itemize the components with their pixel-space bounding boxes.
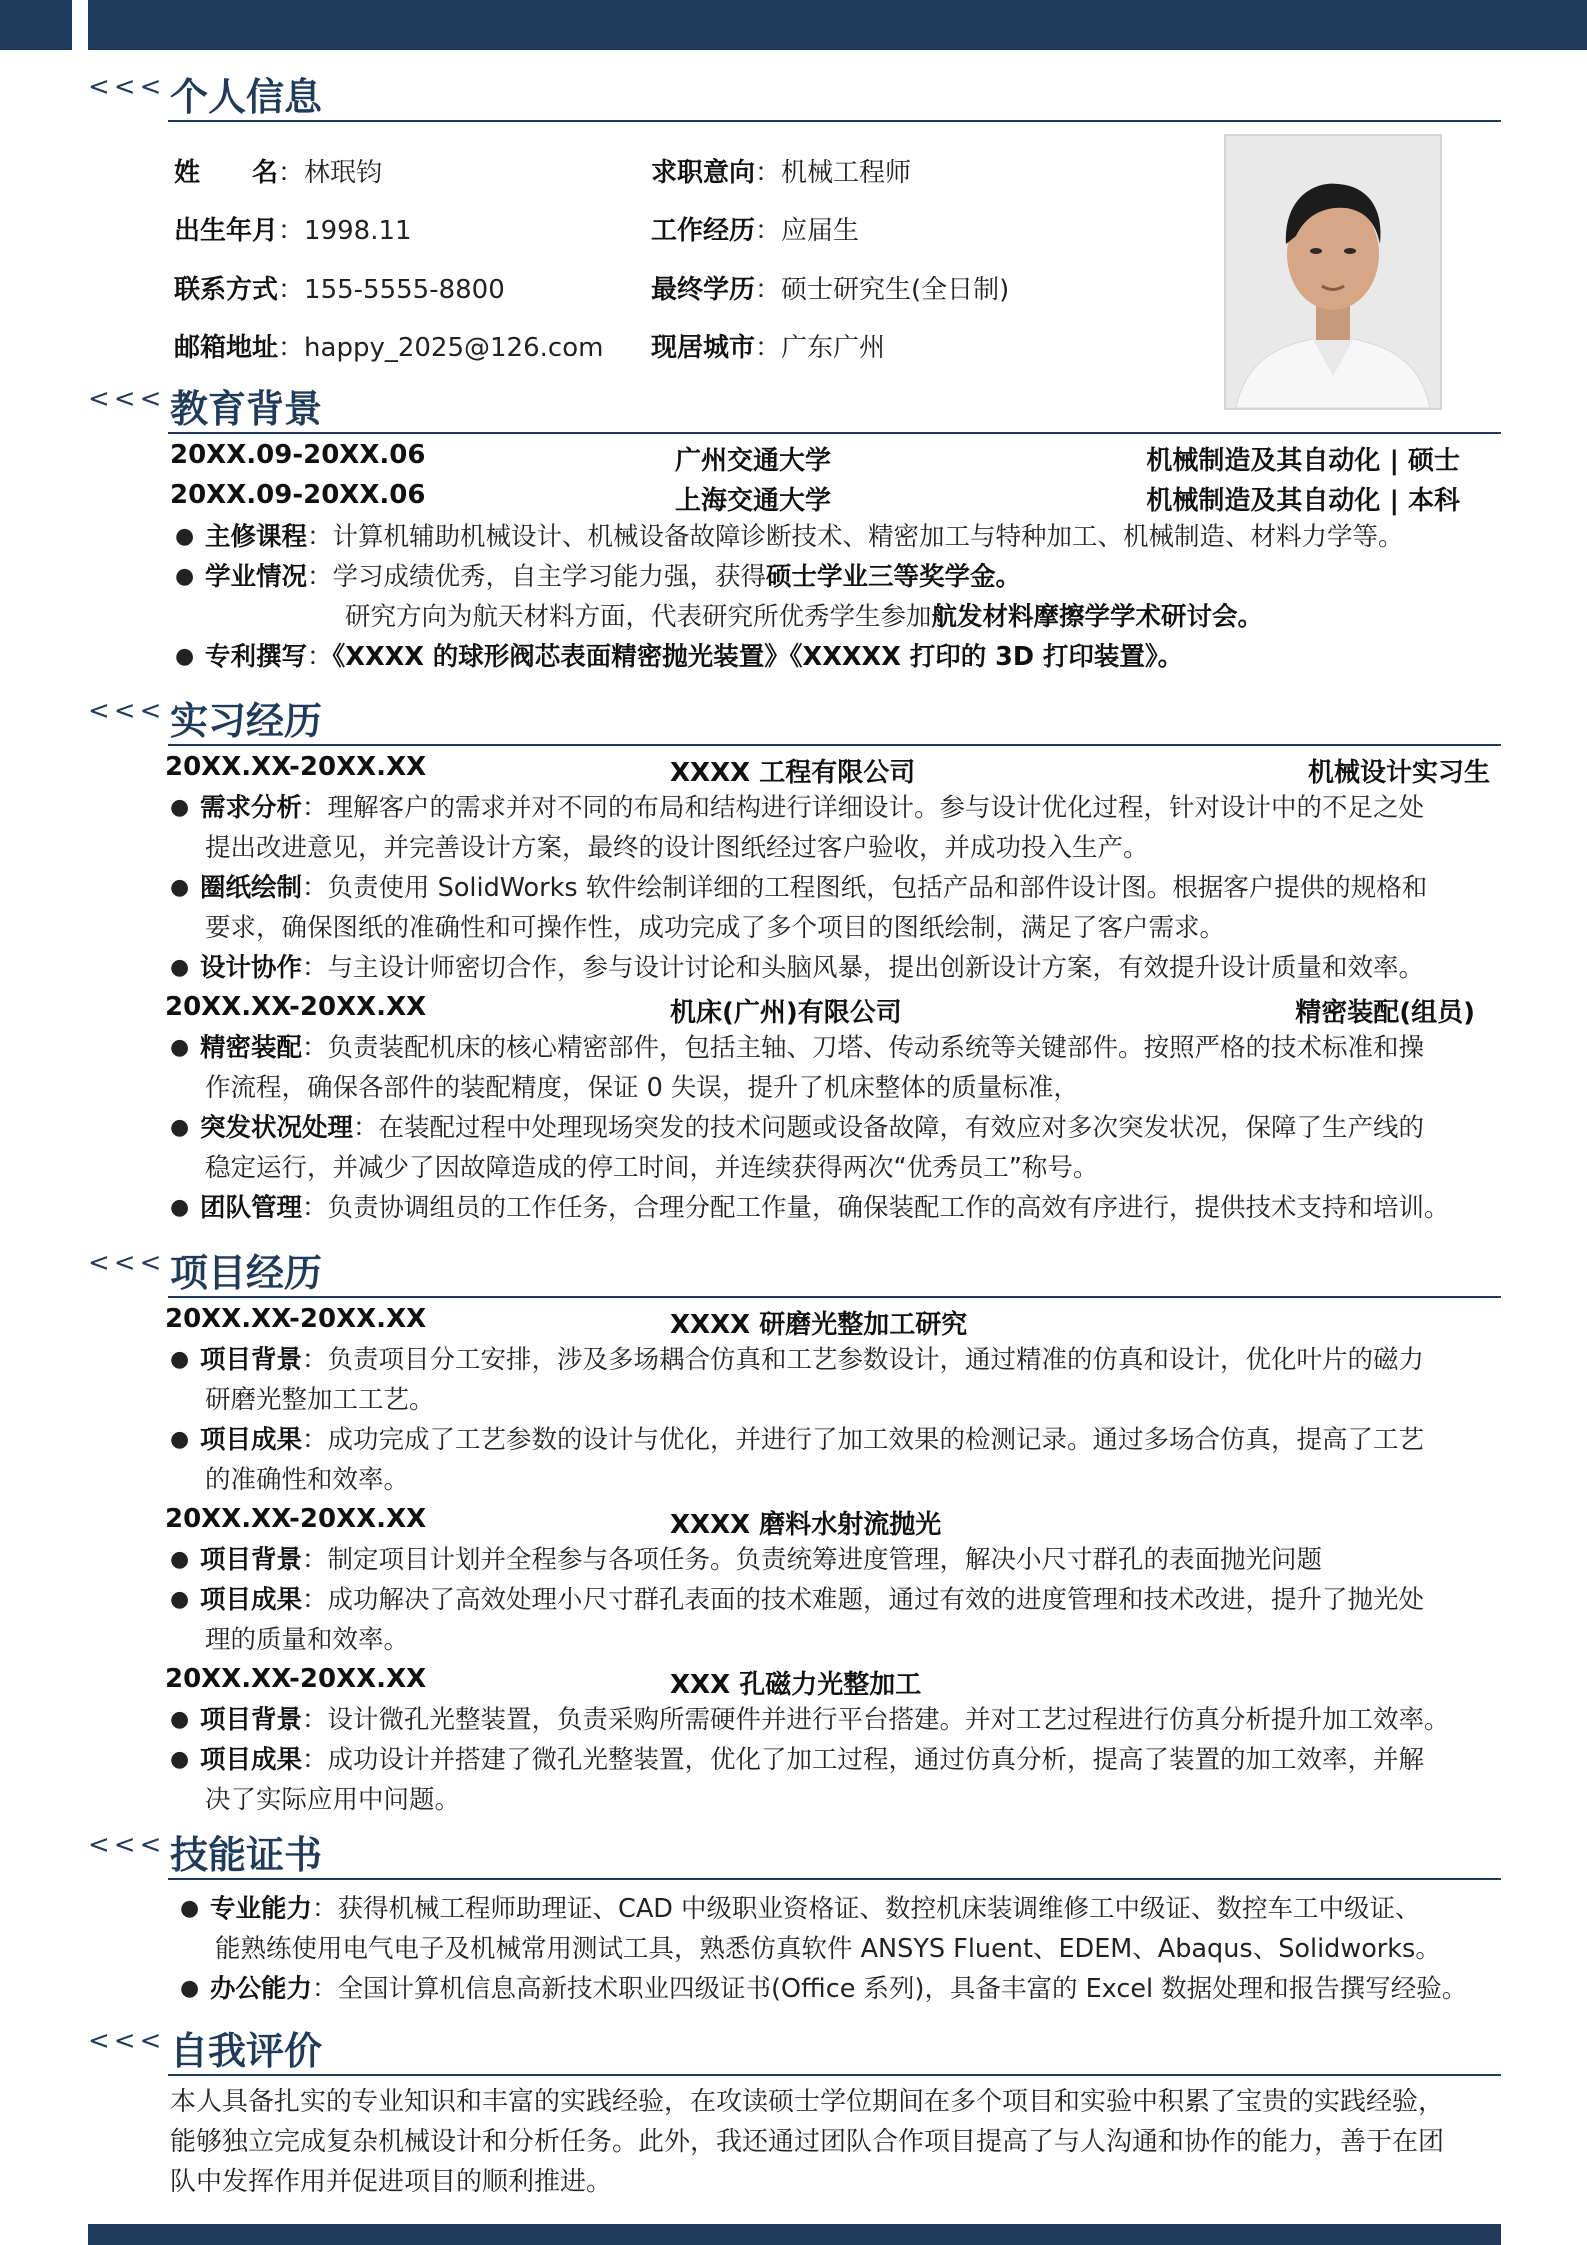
section-arrows: <<< [88, 384, 166, 414]
internship-item: ● 团队管理：负责协调组员的工作任务，合理分配工作量，确保装配工作的高效有序进行，提供技术支持和培训。 [170, 1193, 1450, 1223]
education-study: ● 学业情况：学习成绩优秀，自主学习能力强，获得硕士学业三等奖学金。 研究方向为航天材料方面，代表研究所优秀学生参加航发材料摩擦学学术研讨会。 [175, 562, 1264, 632]
section-title: 技能证书 [170, 1833, 323, 1877]
education-row: 20XX.09-20XX.06 广州交通大学 机械制造及其自动化 | 硕士 [170, 440, 1460, 476]
info-name: 姓 名：林珉钧 [174, 158, 383, 188]
internship-item: ● 精密装配：负责装配机床的核心精密部件，包括主轴、刀塔、传动系统等关键部件。按照严格的技术标准和操 作流程，确保各部件的装配精度，保证 0 失误，提升了机床整体的质量标准， [170, 1033, 1425, 1103]
internship-row: 20XX.XX-20XX.XX 机床(广州)有限公司 精密装配(组员) [165, 992, 1475, 1028]
info-contact: 联系方式：155-5555-8800 [174, 275, 505, 305]
project-row: 20XX.XX-20XX.XX XXXX 磨料水射流抛光 [165, 1504, 942, 1540]
education-row: 20XX.09-20XX.06 上海交通大学 机械制造及其自动化 | 本科 [170, 480, 1460, 516]
education-patent: ● 专利撰写：《XXXX 的球形阀芯表面精密抛光装置》《XXXXX 打印的 3D 打印装置》。 [175, 642, 1184, 672]
section-education-header [88, 378, 1501, 434]
section-divider [168, 2074, 1501, 2076]
skills-item: ● 专业能力：获得机械工程师助理证、CAD 中级职业资格证、数控机床装调维修工中级证、数控车工中级证、 能熟练使用电气电子及机械常用测试工具，熟悉仿真软件 ANSYS Fluent、EDEM、Abaqus、Solidworks。 [180, 1894, 1441, 1964]
project-item: ● 项目背景：设计微孔光整装置，负责采购所需硬件并进行平台搭建。并对工艺过程进行仿真分析提升加工效率。 [170, 1705, 1450, 1735]
project-row: 20XX.XX-20XX.XX XXXX 研磨光整加工研究 [165, 1304, 968, 1340]
section-projects-header [88, 1242, 1501, 1298]
section-title: 实习经历 [170, 699, 323, 743]
section-title: 个人信息 [170, 75, 323, 119]
section-internship-header [88, 690, 1501, 746]
footer-bar [88, 2224, 1501, 2245]
project-item: ● 项目背景：负责项目分工安排，涉及多场耦合仿真和工艺参数设计，通过精准的仿真和设计，优化叶片的磁力 研磨光整加工工艺。 [170, 1345, 1425, 1415]
self-evaluation-text: 本人具备扎实的专业知识和丰富的实践经验，在攻读硕士学位期间在多个项目和实验中积累了宝贵的实践经验， 能够独立完成复杂机械设计和分析任务。此外，我还通过团队合作项目提高了与人沟通和协作的能力，善于在团 队中发挥作用并促进项目的顺利推进。 [170, 2087, 1445, 2197]
project-item: ● 项目成果：成功解决了高效处理小尺寸群孔表面的技术难题，通过有效的进度管理和技术改进，提升了抛光处 理的质量和效率。 [170, 1585, 1425, 1655]
section-title: 项目经历 [170, 1251, 323, 1295]
section-divider [168, 1296, 1501, 1298]
internship-item: ● 设计协作：与主设计师密切合作，参与设计讨论和头脑风暴，提出创新设计方案，有效提升设计质量和效率。 [170, 953, 1425, 983]
section-divider [168, 120, 1501, 122]
info-experience: 工作经历：应届生 [651, 216, 860, 246]
section-personal-header [88, 66, 1501, 122]
section-arrows: <<< [88, 1830, 166, 1860]
section-skills-header [88, 1824, 1501, 1880]
internship-item: ● 圈纸绘制：负责使用 SolidWorks 软件绘制详细的工程图纸，包括产品和部件设计图。根据客户提供的规格和 要求，确保图纸的准确性和可操作性，成功完成了多个项目的图纸绘制，满足了客户需求。 [170, 873, 1428, 943]
info-birth: 出生年月：1998.11 [174, 216, 412, 246]
internship-row: 20XX.XX-20XX.XX XXXX 工程有限公司 机械设计实习生 [165, 752, 1490, 788]
info-email: 邮箱地址：happy_2025@126.com [174, 333, 604, 363]
section-divider [168, 744, 1501, 746]
section-arrows: <<< [88, 1248, 166, 1278]
section-title: 自我评价 [170, 2029, 323, 2073]
section-title: 教育背景 [170, 387, 323, 431]
top-left-bar [0, 0, 72, 50]
section-divider [168, 1878, 1501, 1880]
section-self-eval-header [88, 2020, 1501, 2076]
project-item: ● 项目成果：成功完成了工艺参数的设计与优化，并进行了加工效果的检测记录。通过多场合仿真，提高了工艺 的准确性和效率。 [170, 1425, 1425, 1495]
project-item: ● 项目背景：制定项目计划并全程参与各项任务。负责统筹进度管理，解决小尺寸群孔的表面抛光问题 [170, 1545, 1323, 1575]
section-divider [168, 432, 1501, 434]
top-header-bar [88, 0, 1587, 50]
portrait-illustration [1226, 136, 1440, 408]
info-intent: 求职意向：机械工程师 [651, 158, 912, 188]
internship-item: ● 需求分析：理解客户的需求并对不同的布局和结构进行详细设计。参与设计优化过程，针对设计中的不足之处 提出改进意见，并完善设计方案，最终的设计图纸经过客户验收，并成功投入生产。 [170, 793, 1425, 863]
section-arrows: <<< [88, 72, 166, 102]
skills-item: ● 办公能力：全国计算机信息高新技术职业四级证书(Office 系列)，具备丰富的 Excel 数据处理和报告撰写经验。 [180, 1974, 1468, 2004]
profile-photo [1224, 134, 1442, 410]
project-row: 20XX.XX-20XX.XX XXX 孔磁力光整加工 [165, 1664, 922, 1700]
info-city: 现居城市：广东广州 [651, 333, 886, 363]
section-arrows: <<< [88, 696, 166, 726]
section-arrows: <<< [88, 2026, 166, 2056]
education-courses: ● 主修课程：计算机辅助机械设计、机械设备故障诊断技术、精密加工与特种加工、机械制造、材料力学等。 [175, 522, 1404, 552]
project-item: ● 项目成果：成功设计并搭建了微孔光整装置，优化了加工过程，通过仿真分析，提高了装置的加工效率，并解 决了实际应用中问题。 [170, 1745, 1425, 1815]
internship-item: ● 突发状况处理：在装配过程中处理现场突发的技术问题或设备故障，有效应对多次突发状况，保障了生产线的 稳定运行，并减少了因故障造成的停工时间，并连续获得两次“优秀员工”称号。 [170, 1113, 1425, 1183]
info-degree: 最终学历：硕士研究生(全日制) [651, 275, 1010, 305]
